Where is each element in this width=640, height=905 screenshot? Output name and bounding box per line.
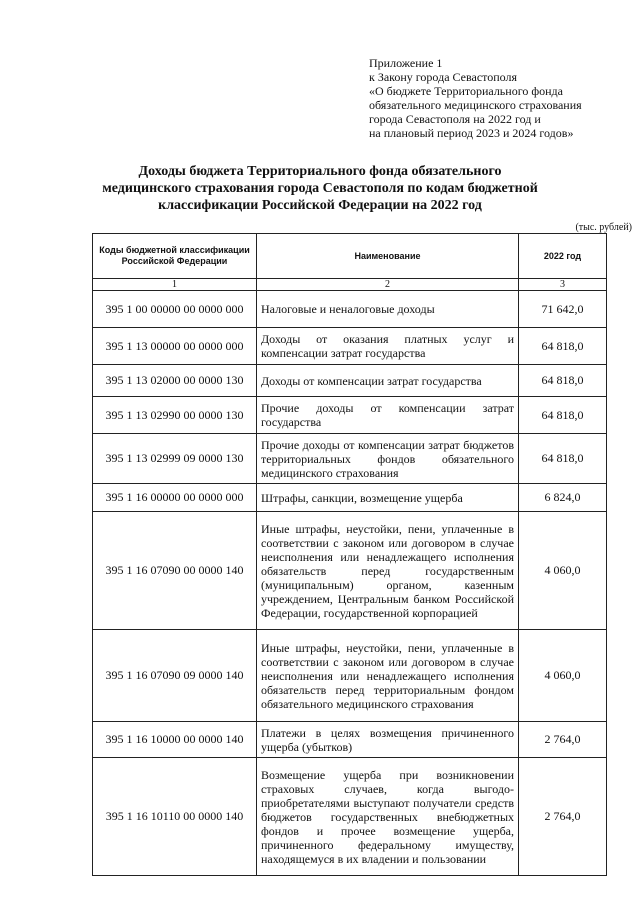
table-row — [93, 291, 607, 328]
row-code: 395 1 16 00000 00 0000 000 — [93, 484, 257, 512]
row-name: Прочие доходы от компенсации затрат государства — [257, 397, 519, 434]
units-label: (тыс. рублей) — [575, 222, 632, 233]
column-number-row — [93, 279, 607, 291]
column-number: 1 — [93, 279, 257, 291]
row-amount: 71 642,0 — [519, 291, 607, 328]
row-name: Иные штрафы, неустойки, пени, уплаченные в соответствии с законом или договором в случае неисполнения или ненадлежащего исполнения обязательств перед территориальным фондом обязательного медицинского страхования — [257, 630, 519, 722]
row-amount: 6 824,0 — [519, 484, 607, 512]
row-code: 395 1 16 07090 00 0000 140 — [93, 512, 257, 630]
row-amount: 64 818,0 — [519, 397, 607, 434]
row-name: Иные штрафы, неустойки, пени, уплаченные в соответствии с законом или договором в случае неисполнения или ненадлежащего исполнения обязательств перед государственным (муниципальным) органом, казенным учреждением, Центральным банком Российской Федерации, государственной корпорацией — [257, 512, 519, 630]
table-row — [93, 630, 607, 722]
title-line: Доходы бюджета Территориального фонда обязательного — [138, 164, 502, 179]
row-name: Прочие доходы от компенсации затрат бюджетов территориальных фондов обязательного медицинского страхования — [257, 434, 519, 484]
appendix-line: обязательного медицинского страхования — [369, 98, 582, 112]
row-amount: 2 764,0 — [519, 722, 607, 758]
row-name: Штрафы, санкции, возмещение ущерба — [257, 484, 519, 512]
column-number: 2 — [257, 279, 519, 291]
column-number: 3 — [519, 279, 607, 291]
row-amount: 4 060,0 — [519, 630, 607, 722]
title-line: медицинского страхования города Севастополя по кодам бюджетной — [102, 181, 538, 196]
appendix-line: города Севастополя на 2022 год и — [369, 112, 541, 126]
header-code: Коды бюджетной классификации Российской Федерации — [93, 234, 257, 279]
row-amount: 4 060,0 — [519, 512, 607, 630]
table-row — [93, 365, 607, 397]
row-name: Доходы от компенсации затрат государства — [257, 365, 519, 397]
table-header-row — [93, 234, 607, 279]
table-row — [93, 758, 607, 876]
row-amount: 64 818,0 — [519, 365, 607, 397]
row-code: 395 1 13 00000 00 0000 000 — [93, 328, 257, 365]
row-code: 395 1 00 00000 00 0000 000 — [93, 291, 257, 328]
appendix-line: Приложение 1 — [369, 56, 443, 70]
appendix-note — [369, 56, 631, 140]
row-name: Возмещение ущерба при возникновении страховых случаев, когда выгодо-приобретателями выступают получатели средств бюджетов государственных внебюджетных фондов и прочее возмещение ущерба, причиненного федеральному имуществу, находящемуся в их владении и пользовании — [257, 758, 519, 876]
title-line: классификации Российской Федерации на 2022 год — [158, 198, 482, 213]
table-row — [93, 434, 607, 484]
table-row — [93, 397, 607, 434]
table-row — [93, 328, 607, 365]
row-code: 395 1 16 10000 00 0000 140 — [93, 722, 257, 758]
header-year: 2022 год — [519, 234, 607, 279]
row-code: 395 1 16 07090 09 0000 140 — [93, 630, 257, 722]
appendix-line: на плановый период 2023 и 2024 годов» — [369, 126, 574, 140]
row-name: Платежи в целях возмещения причиненного ущерба (убытков) — [257, 722, 519, 758]
row-code: 395 1 13 02000 00 0000 130 — [93, 365, 257, 397]
header-name: Наименование — [257, 234, 519, 279]
appendix-line: «О бюджете Территориального фонда — [369, 84, 563, 98]
table-row — [93, 722, 607, 758]
appendix-line: к Закону города Севастополя — [369, 70, 518, 84]
row-code: 395 1 13 02990 00 0000 130 — [93, 397, 257, 434]
document-title — [60, 163, 580, 214]
row-amount: 64 818,0 — [519, 434, 607, 484]
revenue-table — [92, 233, 607, 876]
table-row — [93, 512, 607, 630]
row-code: 395 1 16 10110 00 0000 140 — [93, 758, 257, 876]
row-code: 395 1 13 02999 09 0000 130 — [93, 434, 257, 484]
table-row — [93, 484, 607, 512]
row-name: Доходы от оказания платных услуг и компенсации затрат государства — [257, 328, 519, 365]
row-name: Налоговые и неналоговые доходы — [257, 291, 519, 328]
row-amount: 2 764,0 — [519, 758, 607, 876]
row-amount: 64 818,0 — [519, 328, 607, 365]
